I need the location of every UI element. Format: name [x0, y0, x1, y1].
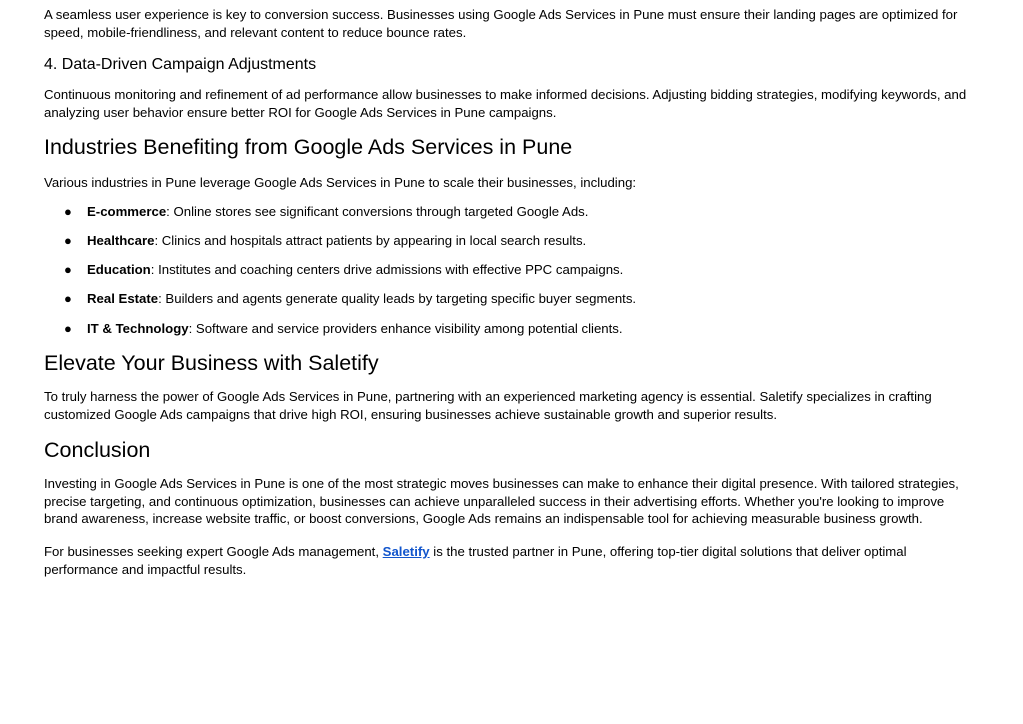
- final-paragraph: [44, 543, 974, 578]
- list-item-text: [87, 260, 623, 280]
- list-item-text: [87, 289, 636, 309]
- bullet-icon: ●: [64, 204, 72, 219]
- elevate-paragraph: To truly harness the power of Google Ads Services in Pune, partnering with an experienced marketing agency is essential. Saletify specializes in crafting customized Google Ads campaigns that drive high ROI, ensuring businesses achieve sustainable growth and superior results.: [44, 389, 932, 422]
- list-item-desc: : Clinics and hospitals attract patients by appearing in local search results.: [154, 233, 587, 248]
- list-item-term: Education: [87, 262, 151, 277]
- list-item-text: [87, 202, 588, 222]
- list-item: [0, 231, 960, 251]
- final-text-after-link: is the trusted partner in Pune, offering top-tier digital solutions that deliver optimal performance and impactful results.: [44, 544, 907, 577]
- conclusion-paragraph: Investing in Google Ads Services in Pune is one of the most strategic moves businesses can make to enhance their digital presence. With tailored strategies, precise targeting, and continuous optimization, businesses can achieve unparalleled success in their advertising efforts. Whether you're looking to improve brand awareness, increase website traffic, or boost conversions, Google Ads remains an indispensable tool for achieving measurable business growth.: [44, 476, 959, 527]
- bullet-icon: ●: [64, 321, 72, 336]
- list-item-term: Healthcare: [87, 233, 155, 248]
- bullet-icon: ●: [64, 262, 72, 277]
- saletify-link[interactable]: Saletify: [382, 544, 430, 559]
- list-item-term: E-commerce: [87, 204, 167, 219]
- list-item: [0, 289, 960, 309]
- conclusion-heading: Conclusion: [44, 438, 151, 462]
- list-item: [0, 319, 960, 339]
- list-item: [0, 260, 960, 280]
- list-item-text: [87, 319, 623, 339]
- elevate-heading: Elevate Your Business with Saletify: [44, 351, 379, 375]
- intro-paragraph: A seamless user experience is key to conversion success. Businesses using Google Ads Services in Pune must ensure their landing pages are optimized for speed, mobile-friendliness, and relevant content to reduce bounce rates.: [44, 7, 958, 40]
- list-item-desc: : Software and service providers enhance visibility among potential clients.: [188, 321, 623, 336]
- list-item-term: Real Estate: [87, 291, 159, 306]
- data-driven-paragraph: Continuous monitoring and refinement of ad performance allow businesses to make informed decisions. Adjusting bidding strategies, modifying keywords, and analyzing user behavior ensure better ROI for Google Ads Services in Pune campaigns.: [44, 87, 967, 120]
- section-heading-data-driven: 4. Data-Driven Campaign Adjustments: [44, 56, 317, 73]
- bullet-icon: ●: [64, 233, 72, 248]
- industries-intro: Various industries in Pune leverage Google Ads Services in Pune to scale their businesses, including:: [44, 175, 637, 190]
- list-item-term: IT & Technology: [87, 321, 189, 336]
- final-text-before-link: For businesses seeking expert Google Ads management,: [44, 544, 383, 559]
- list-item-desc: : Builders and agents generate quality leads by targeting specific buyer segments.: [158, 291, 637, 306]
- list-item-desc: : Online stores see significant conversions through targeted Google Ads.: [166, 204, 589, 219]
- bullet-icon: ●: [64, 291, 72, 306]
- list-item-desc: : Institutes and coaching centers drive admissions with effective PPC campaigns.: [150, 262, 624, 277]
- list-item: [0, 202, 960, 222]
- industries-heading: Industries Benefiting from Google Ads Services in Pune: [44, 135, 573, 159]
- list-item-text: [87, 231, 586, 251]
